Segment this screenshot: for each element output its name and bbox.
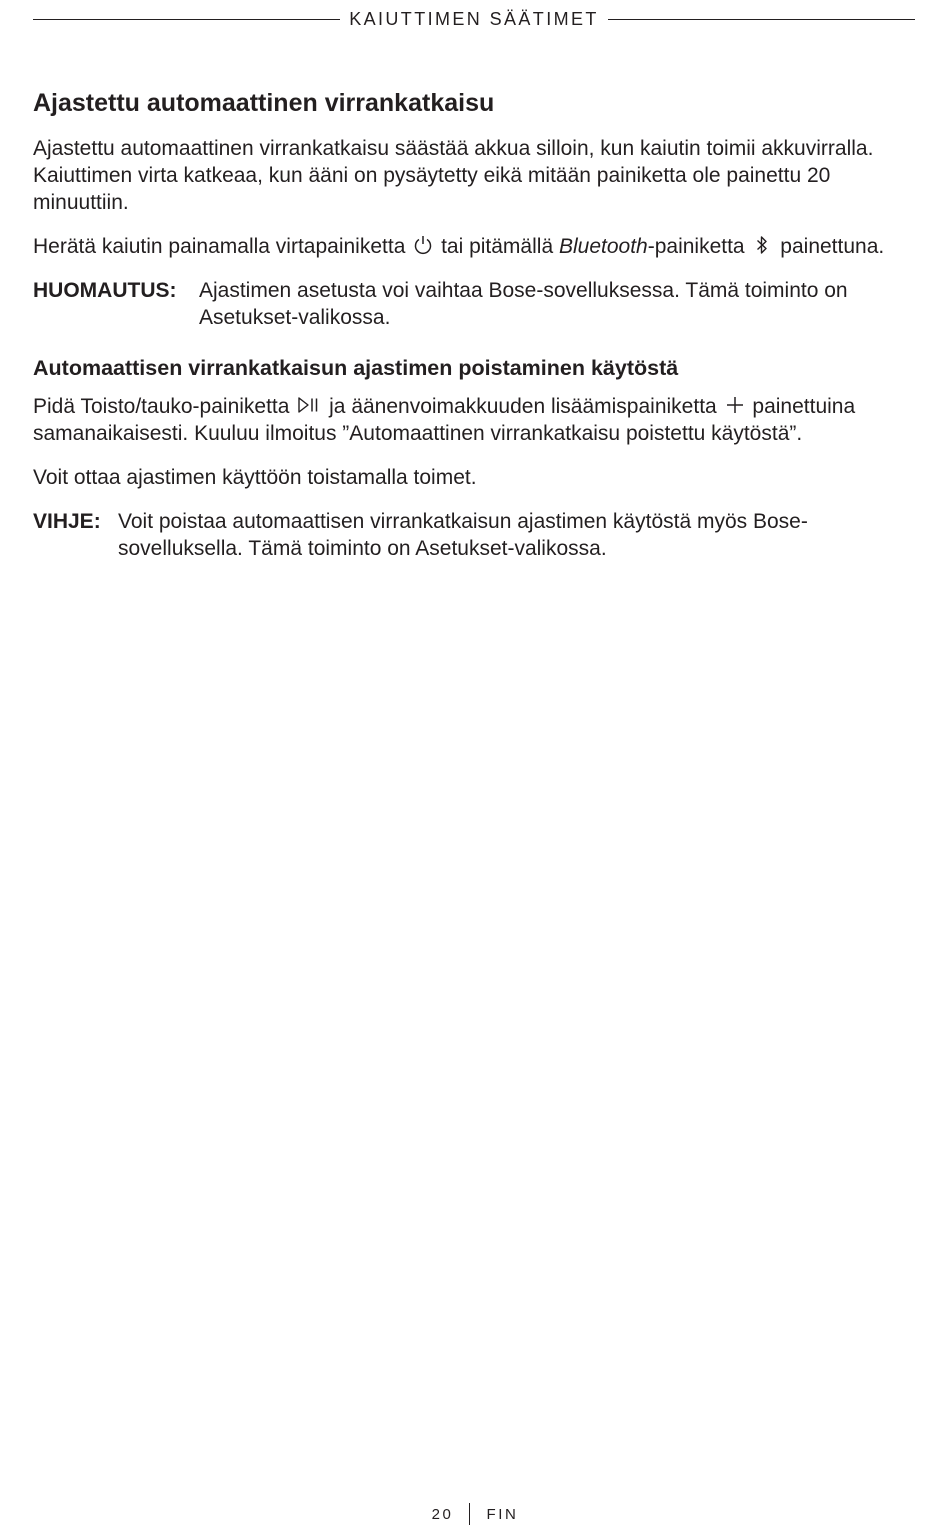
note-text: Ajastimen asetusta voi vaihtaa Bose-sovelluksessa. Tämä toiminto on Asetukset-valikossa. [199,279,848,329]
section-heading-disable-timer: Automaattisen virrankatkaisun ajastimen poistaminen käytöstä [33,356,679,380]
plus-icon [724,394,746,416]
disable-instructions [33,393,915,447]
wake-text-2: tai pitämällä [441,235,554,258]
tip-text: Voit poistaa automaattisen virrankatkaisun ajastimen käytöstä myös Bose-sovelluksella. Tämä toiminto on Asetukset-valikossa. [118,510,808,560]
header-rule-left [33,19,340,20]
page-number: 20 [431,1505,454,1523]
language-code: FIN [486,1505,519,1523]
wake-instructions [33,233,915,260]
wake-text-3: -painiketta [647,235,745,258]
wake-text-4: painettuna. [780,235,885,258]
wake-text-bluetooth: Bluetooth [558,235,648,258]
disable-text-3: painettuina samanaikaisesti. Kuuluu ilmoitus ”Automaattinen virrankatkaisu poistettu käytöstä”. [33,395,856,445]
page-footer [0,1502,950,1526]
note-block [33,277,915,331]
reenable-instructions: Voit ottaa ajastimen käyttöön toistamalla toimet. [33,466,477,489]
page-content [33,86,915,584]
disable-text-2: ja äänenvoimakkuuden lisäämispainiketta [329,395,717,418]
tip-label: VIHJE: [33,510,101,533]
section-heading-auto-off: Ajastettu automaattinen virrankatkaisu [33,89,495,117]
header-title: KAIUTTIMEN SÄÄTIMET [349,8,599,29]
note-label: HUOMAUTUS: [33,279,177,302]
power-icon [412,234,434,256]
footer-divider [469,1503,470,1525]
bluetooth-icon [751,234,773,256]
wake-text-1: Herätä kaiutin painamalla virtapainiketta [33,235,406,258]
disable-text-1: Pidä Toisto/tauko-painiketta [33,395,290,418]
tip-block [33,508,915,562]
auto-off-description: Ajastettu automaattinen virrankatkaisu säästää akkua silloin, kun kaiutin toimii akkuvirralla. Kaiuttimen virta katkeaa, kun ääni on pysäytetty eikä mitään painiketta ole painettu 20 minuuttiin. [33,137,874,214]
page-header [33,6,915,32]
play-pause-icon [296,394,322,416]
header-rule-right [608,19,915,20]
